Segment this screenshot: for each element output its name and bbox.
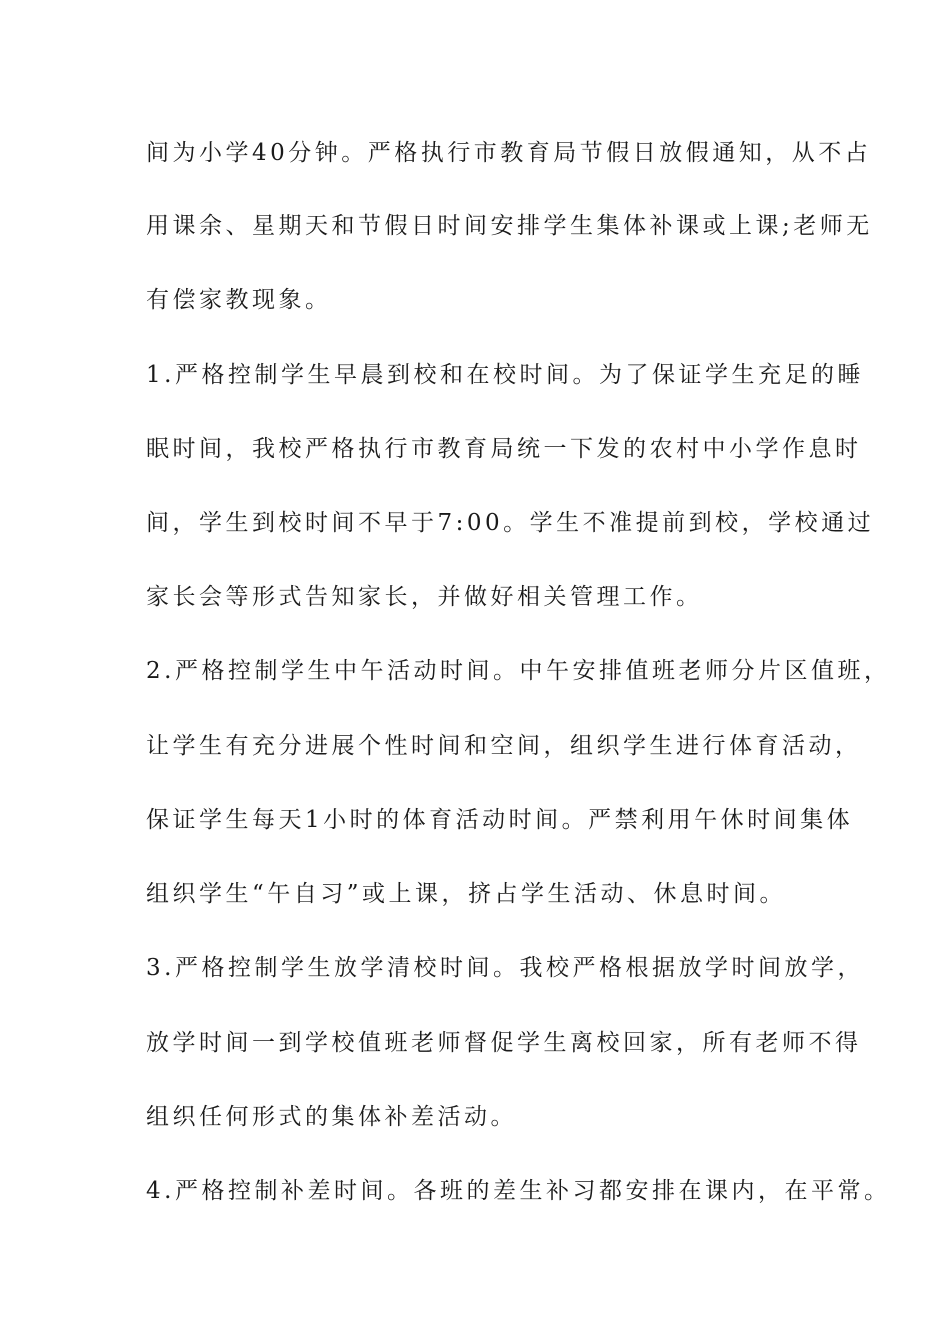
text-line: 用课余、星期天和节假日时间安排学生集体补课或上课;老师无: [146, 213, 873, 239]
text-line: 有偿家教现象。: [146, 287, 332, 313]
text-line: 3.严格控制学生放学清校时间。我校严格根据放学时间放学，: [146, 955, 864, 981]
text-line: 保证学生每天1小时的体育活动时间。严禁利用午休时间集体: [146, 807, 854, 833]
text-line: 间，学生到校时间不早于7:00。学生不准提前到校，学校通过: [146, 510, 875, 536]
text-line: 让学生有充分进展个性时间和空间，组织学生进行体育活动，: [146, 733, 862, 759]
text-line: 间为小学40分钟。严格执行市教育局节假日放假通知，从不占: [146, 140, 872, 166]
text-line: 组织学生“午自习”或上课，挤占学生活动、休息时间。: [146, 881, 787, 907]
text-line: 放学时间一到学校值班老师督促学生离校回家，所有老师不得: [146, 1030, 862, 1056]
text-line: 眠时间，我校严格执行市教育局统一下发的农村中小学作息时: [146, 436, 862, 462]
text-line: 家长会等形式告知家长，并做好相关管理工作。: [146, 584, 703, 610]
text-line: 1.严格控制学生早晨到校和在校时间。为了保证学生充足的睡: [146, 362, 864, 388]
text-line: 4.严格控制补差时间。各班的差生补习都安排在课内，在平常。: [146, 1178, 891, 1204]
text-line: 2.严格控制学生中午活动时间。中午安排值班老师分片区值班，: [146, 658, 891, 684]
text-line: 组织任何形式的集体补差活动。: [146, 1104, 517, 1130]
